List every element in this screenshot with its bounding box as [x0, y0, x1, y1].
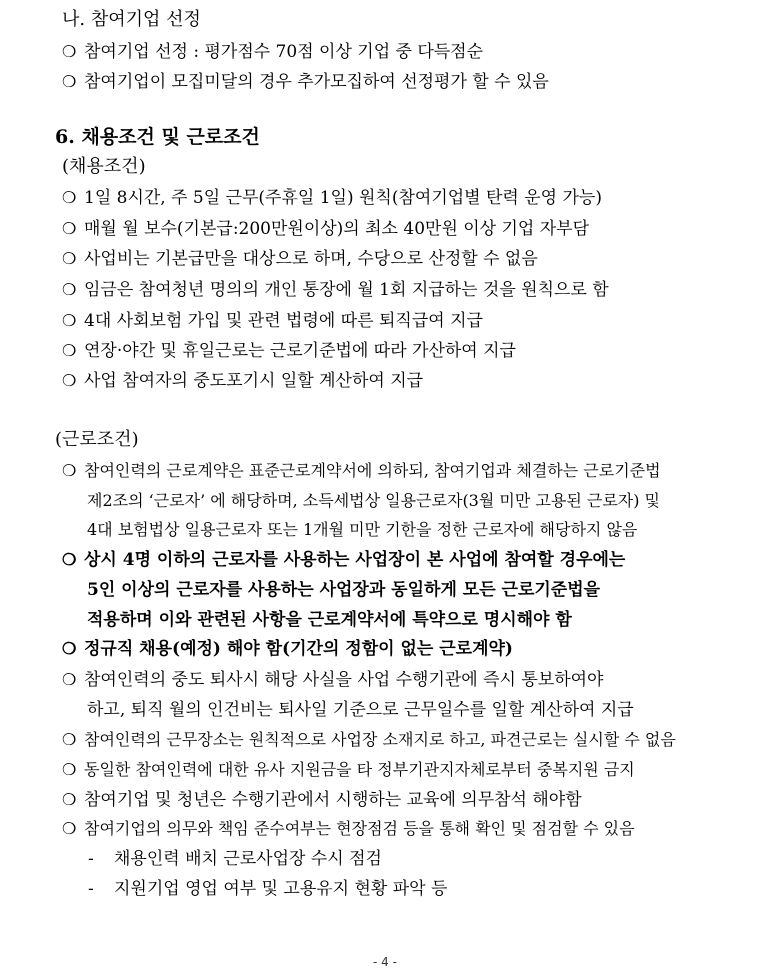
circle-bullet-icon: ❍: [62, 219, 77, 238]
list-item: ❍ 연장·야간 및 휴일근로는 근로기준법에 따라 가산하여 지급: [62, 341, 516, 361]
circle-bullet-icon: ❍: [62, 670, 77, 689]
list-item: ❍ 매월 월 보수(기본급:200만원이상)의 최소 40만원 이상 기업 자부담: [62, 219, 590, 239]
circle-bullet-icon: ❍: [62, 639, 77, 658]
list-item: ❍ 사업비는 기본급만을 대상으로 하며, 수당으로 산정할 수 없음: [62, 249, 538, 269]
circle-bullet-icon: ❍: [62, 188, 77, 207]
section-na-title: 나. 참여기업 선정: [62, 9, 201, 30]
circle-bullet-icon: ❍: [62, 371, 77, 390]
dash-icon: -: [88, 849, 94, 869]
circle-bullet-icon: ❍: [62, 311, 77, 330]
list-item: ❍ 동일한 참여인력에 대한 유사 지원금을 타 정부기관지자체로부터 중복지원 금지: [62, 760, 635, 779]
circle-bullet-icon: ❍: [62, 790, 77, 809]
circle-bullet-icon: ❍: [62, 550, 77, 569]
circle-bullet-icon: ❍: [62, 42, 77, 61]
list-item: ❍ 참여기업 선정 : 평가점수 70점 이상 기업 중 다득점순: [62, 42, 484, 62]
circle-bullet-icon: ❍: [62, 249, 77, 268]
list-item: ❍ 참여기업이 모집미달의 경우 추가모집하여 선정평가 할 수 있음: [62, 72, 549, 92]
list-item: ❍ 정규직 채용(예정) 해야 함(기간의 정함이 없는 근로계약): [62, 639, 513, 659]
list-item: ❍ 4대 사회보험 가입 및 관련 법령에 따른 퇴직급여 지급: [62, 311, 483, 331]
list-item-continuation: 하고, 퇴직 월의 인건비는 퇴사일 기준으로 근무일수를 일할 계산하여 지급: [87, 700, 634, 720]
section-6-title: 6. 채용조건 및 근로조건: [55, 126, 260, 148]
circle-bullet-icon: ❍: [62, 341, 77, 360]
hiring-heading: (채용조건): [62, 156, 146, 177]
dash-icon: -: [88, 879, 94, 899]
working-heading: (근로조건): [55, 429, 139, 450]
list-item-continuation: 제2조의 ‘근로자’ 에 해당하며, 소득세법상 일용근로자(3월 미만 고용된 근로자) 및: [87, 491, 661, 510]
sub-list-item: - 지원기업 영업 여부 및 고용유지 현황 파악 등: [88, 879, 448, 899]
list-item: ❍ 사업 참여자의 중도포기시 일할 계산하여 지급: [62, 371, 424, 391]
list-item-continuation: 적용하며 이와 관련된 사항을 근로계약서에 특약으로 명시해야 함: [87, 610, 572, 630]
list-item: ❍ 참여기업 및 청년은 수행기관에서 시행하는 교육에 의무참석 해야함: [62, 790, 582, 810]
list-item: ❍ 임금은 참여청년 명의의 개인 통장에 월 1회 지급하는 것을 원칙으로 함: [62, 280, 609, 300]
list-item-continuation: 4대 보험법상 일용근로자 또는 1개월 미만 기한을 정한 근로자에 해당하지 않음: [87, 520, 638, 539]
circle-bullet-icon: ❍: [62, 280, 77, 299]
list-item-continuation: 5인 이상의 근로자를 사용하는 사업장과 동일하게 모든 근로기준법을: [87, 580, 601, 600]
circle-bullet-icon: ❍: [62, 461, 77, 480]
circle-bullet-icon: ❍: [62, 760, 77, 779]
sub-list-item: - 채용인력 배치 근로사업장 수시 점검: [88, 849, 382, 869]
circle-bullet-icon: ❍: [62, 819, 77, 838]
page-number: - 4 -: [373, 955, 397, 969]
list-item: ❍ 1일 8시간, 주 5일 근무(주휴일 1일) 원칙(참여기업별 탄력 운영 가능): [62, 188, 602, 208]
list-item: ❍ 참여인력의 근무장소는 원칙적으로 사업장 소재지로 하고, 파견근로는 실시할 수 없음: [62, 730, 676, 749]
list-item: ❍ 참여인력의 중도 퇴사시 해당 사실을 사업 수행기관에 즉시 통보하여야: [62, 670, 604, 690]
list-item: ❍ 참여인력의 근로계약은 표준근로계약서에 의하되, 참여기업과 체결하는 근로기준법: [62, 461, 661, 480]
list-item: ❍ 참여기업의 의무와 책임 준수여부는 현장점검 등을 통해 확인 및 점검할 수 있음: [62, 819, 635, 838]
circle-bullet-icon: ❍: [62, 72, 77, 91]
circle-bullet-icon: ❍: [62, 730, 77, 749]
list-item: ❍ 상시 4명 이하의 근로자를 사용하는 사업장이 본 사업에 참여할 경우에는: [62, 550, 626, 570]
